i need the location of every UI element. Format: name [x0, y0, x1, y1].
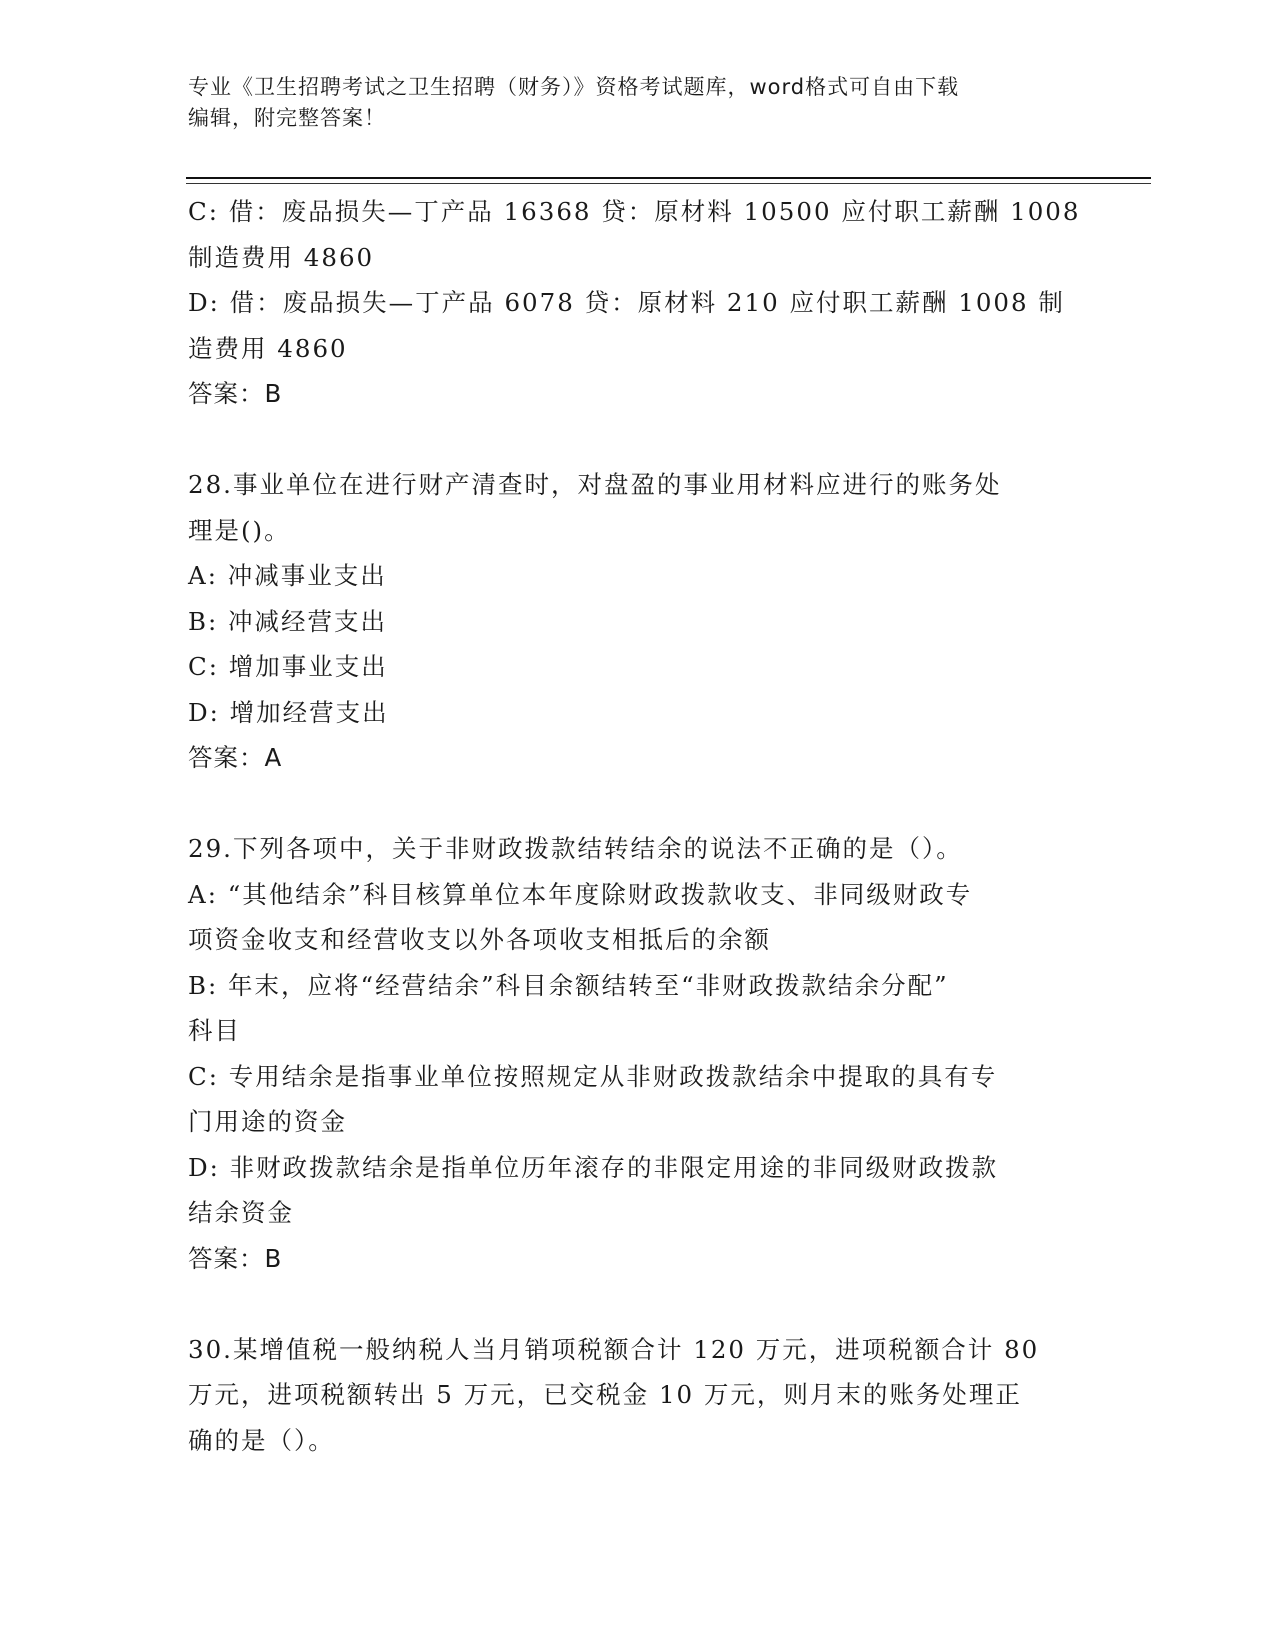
question-30 — [188, 1327, 1088, 1464]
answer-27: 答案：B — [188, 379, 283, 408]
header-divider-thin — [186, 183, 1151, 184]
question-stem-line-2: 理是()。 — [188, 515, 291, 545]
spacer — [188, 1281, 1088, 1327]
option-c-line-1: C: 借：废品损失—丁产品 16368 贷：原材料 10500 应付职工薪酬 1008 — [188, 197, 1081, 226]
spacer — [188, 417, 1088, 463]
option-a-line-1: A: “其他结余”科目核算单位本年度除财政拨款收支、非同级财政专 — [188, 879, 973, 909]
option-b-line-1: B: 年末，应将“经营结余”科目余额结转至“非财政拨款结余分配” — [188, 970, 949, 1000]
option-d-line-2: 结余资金 — [188, 1198, 294, 1227]
header-line-1: 专业《卫生招聘考试之卫生招聘（财务）》资格考试题库，word格式可自由下载 — [188, 75, 960, 99]
question-stem-line-1: 30.某增值税一般纳税人当月销项税额合计 120 万元，进项税额合计 80 — [188, 1334, 1040, 1364]
option-b: B: 冲减经营支出 — [188, 606, 388, 636]
option-b-line-2: 科目 — [188, 1016, 241, 1045]
header-line-2: 编辑，附完整答案！ — [188, 106, 386, 130]
option-c-line-2: 制造费用 4860 — [188, 242, 375, 272]
option-d-line-1: D: 非财政拨款结余是指单位历年滚存的非限定用途的非同级财政拨款 — [188, 1152, 999, 1182]
header-divider-thick — [186, 177, 1151, 179]
option-c-line-1: C: 专用结余是指事业单位按照规定从非财政拨款结余中提取的具有专 — [188, 1061, 998, 1091]
document-header — [188, 72, 1088, 134]
option-a: A: 冲减事业支出 — [188, 561, 387, 590]
option-c: C: 增加事业支出 — [188, 652, 388, 681]
spacer — [188, 781, 1088, 827]
option-d-line-2: 造费用 4860 — [188, 333, 348, 363]
question-stem-line-1: 28.事业单位在进行财产清查时，对盘盈的事业用材料应进行的账务处 — [188, 470, 1002, 499]
question-28 — [188, 462, 1088, 781]
question-stem-line-2: 万元，进项税额转出 5 万元，已交税金 10 万元，则月末的账务处理正 — [188, 1380, 1022, 1409]
question-stem-line-1: 29.下列各项中，关于非财政拨款结转结余的说法不正确的是（）。 — [188, 834, 963, 863]
answer-29: 答案：B — [188, 1243, 283, 1273]
question-stem-line-3: 确的是（）。 — [188, 1425, 335, 1455]
question-29 — [188, 826, 1088, 1281]
question-27-continued — [188, 189, 1088, 417]
option-c-line-2: 门用途的资金 — [188, 1107, 347, 1136]
option-d: D: 增加经营支出 — [188, 697, 389, 727]
option-d-line-1: D: 借：废品损失—丁产品 6078 贷：原材料 210 应付职工薪酬 1008 制 — [188, 288, 1065, 317]
document-body — [188, 189, 1088, 1463]
answer-28: 答案：A — [188, 743, 283, 772]
option-a-line-2: 项资金收支和经营收支以外各项收支相抵后的余额 — [188, 925, 771, 954]
